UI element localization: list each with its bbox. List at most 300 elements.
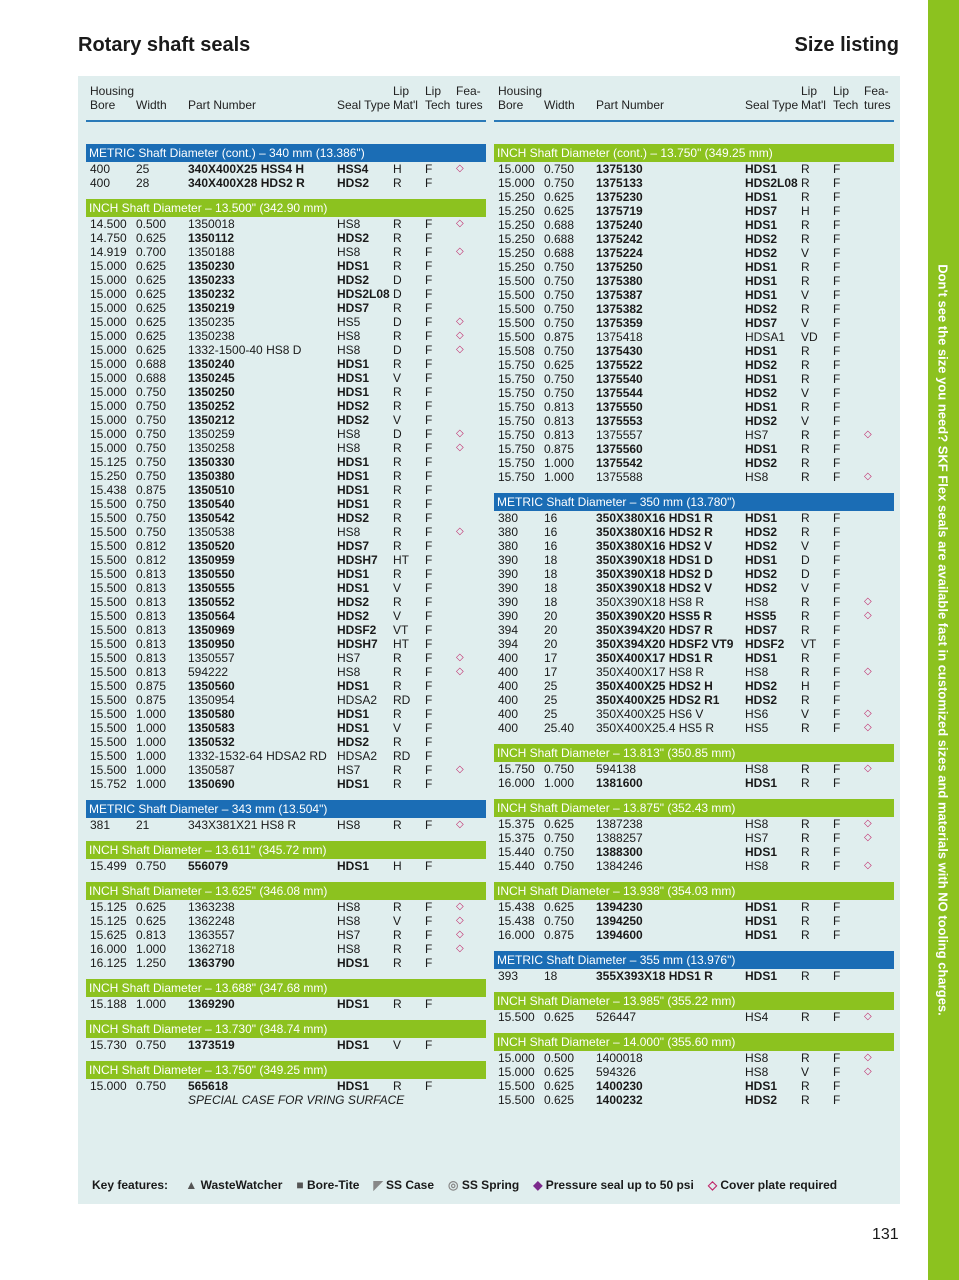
lip-material-cell: RD xyxy=(393,749,411,763)
table-row xyxy=(494,330,894,344)
lip-tech-cell: F xyxy=(425,818,433,832)
table-row xyxy=(494,204,894,218)
lip-material-cell: R xyxy=(393,942,402,956)
seal-type-cell: HDS1 xyxy=(337,1079,370,1093)
section-header: METRIC Shaft Diameter – 350 mm (13.780") xyxy=(494,493,894,511)
seal-type-cell: HDS2 xyxy=(745,414,778,428)
bore-cell: 380 xyxy=(498,525,519,539)
width-cell: 0.625 xyxy=(136,343,167,357)
width-cell: 0.813 xyxy=(136,623,167,637)
lip-tech-cell: F xyxy=(833,218,841,232)
width-cell: 1.000 xyxy=(136,942,167,956)
bore-cell: 15.500 xyxy=(90,511,127,525)
seal-type-cell: HDS1 xyxy=(337,455,370,469)
width-cell: 0.813 xyxy=(136,595,167,609)
part-number-cell: 1350232 xyxy=(188,287,235,301)
table-row xyxy=(494,511,894,525)
seal-type-cell: HDS1 xyxy=(745,372,778,386)
lip-tech-cell: F xyxy=(425,245,433,259)
table-row xyxy=(86,301,486,315)
bore-cell: 15.500 xyxy=(90,609,127,623)
part-number-cell: 1350552 xyxy=(188,595,235,609)
table-row xyxy=(494,762,894,776)
lip-tech-cell: F xyxy=(833,232,841,246)
width-cell: 0.750 xyxy=(136,455,167,469)
part-number-cell: 1375250 xyxy=(596,260,643,274)
features-cell: ◇ xyxy=(864,471,872,482)
bore-cell: 400 xyxy=(498,693,519,707)
lip-material-cell: R xyxy=(393,665,402,679)
lip-tech-cell: F xyxy=(425,749,433,763)
lip-material-cell: R xyxy=(393,997,402,1011)
table-row xyxy=(494,302,894,316)
seal-type-cell: HDSA2 xyxy=(337,749,378,763)
width-cell: 0.750 xyxy=(544,162,575,176)
bore-cell: 15.500 xyxy=(90,693,127,707)
seal-type-cell: HDS1 xyxy=(745,190,778,204)
lip-tech-cell: F xyxy=(833,456,841,470)
bore-cell: 400 xyxy=(498,665,519,679)
seal-type-cell: HDS1 xyxy=(745,288,778,302)
features-cell: ◇ xyxy=(864,596,872,607)
part-number-cell: 1350330 xyxy=(188,455,235,469)
key-item-label: Bore-Tite xyxy=(306,1178,360,1192)
bore-cell: 390 xyxy=(498,609,519,623)
lip-material-cell: R xyxy=(801,1010,810,1024)
lip-tech-cell: F xyxy=(425,928,433,942)
width-cell: 20 xyxy=(544,623,558,637)
seal-type-cell: HDS2L08 xyxy=(745,176,798,190)
table-row xyxy=(494,232,894,246)
seal-type-cell: HDS1 xyxy=(745,218,778,232)
bore-cell: 15.000 xyxy=(90,301,127,315)
lip-material-cell: D xyxy=(801,553,810,567)
features-cell: ◇ xyxy=(456,246,464,257)
table-row xyxy=(494,679,894,693)
lip-material-cell: R xyxy=(393,259,402,273)
bore-cell: 400 xyxy=(90,162,111,176)
seal-type-cell: HDS1 xyxy=(745,442,778,456)
seal-type-cell: HDS7 xyxy=(745,316,778,330)
lip-tech-cell: F xyxy=(833,372,841,386)
lip-material-cell: VT xyxy=(801,637,817,651)
part-number-cell: 1375133 xyxy=(596,176,643,190)
lip-tech-cell: F xyxy=(833,609,841,623)
width-cell: 0.813 xyxy=(544,428,575,442)
seal-type-cell: HDS1 xyxy=(337,567,370,581)
table-row xyxy=(494,553,894,567)
part-number-cell: 565618 xyxy=(188,1079,229,1093)
lip-material-cell: RD xyxy=(393,693,411,707)
seal-type-cell: HDS1 xyxy=(337,956,370,970)
lip-material-cell: VT xyxy=(393,623,409,637)
width-cell: 1.000 xyxy=(136,707,167,721)
bore-cell: 15.188 xyxy=(90,997,127,1011)
lip-material-cell: V xyxy=(801,1065,810,1079)
lip-tech-cell: F xyxy=(833,330,841,344)
lip-material-cell: R xyxy=(393,497,402,511)
lip-tech-cell: F xyxy=(833,721,841,735)
width-cell: 0.625 xyxy=(136,900,167,914)
lip-material-cell: V xyxy=(393,413,402,427)
key-symbol-icon: ◆ xyxy=(533,1178,546,1192)
lip-tech-cell: F xyxy=(833,1010,841,1024)
part-number-cell: 594138 xyxy=(596,762,637,776)
width-cell: 0.688 xyxy=(544,246,575,260)
seal-type-cell: HS8 xyxy=(337,245,361,259)
features-cell: ◇ xyxy=(456,943,464,954)
lip-material-cell: V xyxy=(801,246,810,260)
bore-cell: 15.250 xyxy=(498,232,535,246)
part-number-cell: 594222 xyxy=(188,665,229,679)
table-row xyxy=(86,329,486,343)
table-row xyxy=(494,900,894,914)
section-header: INCH Shaft Diameter – 13.688" (347.68 mm) xyxy=(86,979,486,997)
width-cell: 0.750 xyxy=(544,316,575,330)
part-number-cell: 1350230 xyxy=(188,259,235,273)
bore-cell: 15.750 xyxy=(498,470,535,484)
table-row xyxy=(494,595,894,609)
lip-material-cell: R xyxy=(801,358,810,372)
lip-tech-cell: F xyxy=(833,679,841,693)
width-cell: 18 xyxy=(544,595,558,609)
section-header: INCH Shaft Diameter – 13.500" (342.90 mm) xyxy=(86,199,486,217)
bore-cell: 15.000 xyxy=(498,1051,535,1065)
shaft-diameter-section xyxy=(86,800,486,832)
width-cell: 0.875 xyxy=(544,928,575,942)
key-item-label: SS Case xyxy=(386,1178,435,1192)
section-header: INCH Shaft Diameter – 13.985" (355.22 mm) xyxy=(494,992,894,1010)
width-cell: 0.750 xyxy=(136,427,167,441)
table-row xyxy=(494,414,894,428)
lip-material-cell: R xyxy=(801,232,810,246)
seal-type-cell: HDSF2 xyxy=(745,637,785,651)
seal-type-cell: HS7 xyxy=(745,428,769,442)
width-cell: 25 xyxy=(544,693,558,707)
seal-type-cell: HDS1 xyxy=(745,162,778,176)
part-number-cell: 1363238 xyxy=(188,900,235,914)
bore-cell: 15.500 xyxy=(90,707,127,721)
lip-material-cell: R xyxy=(801,914,810,928)
part-number-cell: 1375387 xyxy=(596,288,643,302)
seal-type-cell: HDS1 xyxy=(745,928,778,942)
bore-cell: 16.125 xyxy=(90,956,127,970)
bore-cell: 15.000 xyxy=(90,287,127,301)
part-number-cell: 350X390X18 HDS1 D xyxy=(596,553,713,567)
table-row xyxy=(494,1093,894,1107)
seal-type-cell: HDSA1 xyxy=(745,330,786,344)
lip-material-cell: R xyxy=(393,217,402,231)
seal-type-cell: HDS1 xyxy=(745,969,778,983)
bore-cell: 380 xyxy=(498,539,519,553)
lip-material-cell: R xyxy=(393,567,402,581)
width-cell: 0.625 xyxy=(136,287,167,301)
table-row xyxy=(86,427,486,441)
bore-cell: 390 xyxy=(498,595,519,609)
lip-tech-cell: F xyxy=(833,190,841,204)
section-header: INCH Shaft Diameter – 13.813" (350.85 mm) xyxy=(494,744,894,762)
features-cell: ◇ xyxy=(456,316,464,327)
part-number-cell: 1350540 xyxy=(188,497,235,511)
part-number-cell: 1373519 xyxy=(188,1038,235,1052)
part-number-cell: 350X380X16 HDS1 R xyxy=(596,511,713,525)
seal-type-cell: HS8 xyxy=(337,441,361,455)
seal-type-cell: HDS2 xyxy=(337,511,370,525)
lip-material-cell: R xyxy=(801,274,810,288)
bore-cell: 15.500 xyxy=(90,595,127,609)
bore-cell: 15.000 xyxy=(90,441,127,455)
seal-type-cell: HS8 xyxy=(337,665,361,679)
table-row xyxy=(494,260,894,274)
lip-material-cell: R xyxy=(801,525,810,539)
width-cell: 0.813 xyxy=(136,665,167,679)
shaft-diameter-section xyxy=(86,979,486,1011)
width-cell: 17 xyxy=(544,651,558,665)
part-number-cell: 1387238 xyxy=(596,817,643,831)
seal-type-cell: HDS2 xyxy=(745,386,778,400)
lip-material-cell: V xyxy=(801,316,810,330)
bore-cell: 15.000 xyxy=(90,343,127,357)
width-cell: 0.750 xyxy=(544,762,575,776)
features-cell: ◇ xyxy=(864,832,872,843)
seal-type-cell: HDS7 xyxy=(337,539,370,553)
width-cell: 0.500 xyxy=(136,217,167,231)
bore-cell: 15.000 xyxy=(498,162,535,176)
seal-type-cell: HS8 xyxy=(337,900,361,914)
bore-cell: 15.000 xyxy=(90,371,127,385)
section-header: INCH Shaft Diameter – 13.730" (348.74 mm) xyxy=(86,1020,486,1038)
lip-material-cell: V xyxy=(801,539,810,553)
column-header xyxy=(494,84,894,122)
width-cell: 0.625 xyxy=(544,1093,575,1107)
bore-cell: 15.750 xyxy=(498,428,535,442)
width-cell: 0.625 xyxy=(136,259,167,273)
shaft-diameter-section xyxy=(86,1020,486,1052)
lip-tech-cell: F xyxy=(425,301,433,315)
part-number-cell: 1350252 xyxy=(188,399,235,413)
header-seal-type: Seal Type xyxy=(745,98,799,112)
part-number-cell: 1375242 xyxy=(596,232,643,246)
bore-cell: 15.500 xyxy=(90,651,127,665)
lip-material-cell: R xyxy=(393,399,402,413)
bore-cell: 15.500 xyxy=(90,623,127,637)
lip-tech-cell: F xyxy=(425,997,433,1011)
key-item xyxy=(296,1178,359,1192)
seal-type-cell: HDS7 xyxy=(745,204,778,218)
table-row xyxy=(86,651,486,665)
seal-type-cell: HDS1 xyxy=(337,777,370,791)
bore-cell: 390 xyxy=(498,553,519,567)
lip-tech-cell: F xyxy=(425,455,433,469)
features-cell: ◇ xyxy=(456,344,464,355)
seal-type-cell: HDS1 xyxy=(745,845,778,859)
lip-tech-cell: F xyxy=(833,595,841,609)
table-row xyxy=(86,859,486,873)
width-cell: 20 xyxy=(544,637,558,651)
table-row xyxy=(86,273,486,287)
part-number-cell: 350X400X25 HDS2 R1 xyxy=(596,693,720,707)
lip-tech-cell: F xyxy=(425,441,433,455)
lip-tech-cell: F xyxy=(833,567,841,581)
width-cell: 0.625 xyxy=(544,204,575,218)
bore-cell: 15.750 xyxy=(498,456,535,470)
width-cell: 0.750 xyxy=(544,372,575,386)
width-cell: 1.000 xyxy=(136,749,167,763)
table-row xyxy=(494,1065,894,1079)
lip-material-cell: R xyxy=(801,651,810,665)
bore-cell: 15.500 xyxy=(498,288,535,302)
width-cell: 18 xyxy=(544,553,558,567)
lip-material-cell: R xyxy=(801,511,810,525)
seal-type-cell: HS5 xyxy=(337,315,361,329)
part-number-cell: 350X394X20 HDS7 R xyxy=(596,623,713,637)
lip-material-cell: R xyxy=(393,1079,402,1093)
part-number-cell: 1350520 xyxy=(188,539,235,553)
key-items xyxy=(185,1178,851,1192)
bore-cell: 15.730 xyxy=(90,1038,127,1052)
part-number-cell: 1362248 xyxy=(188,914,235,928)
width-cell: 1.250 xyxy=(136,956,167,970)
part-number-cell: 1350235 xyxy=(188,315,235,329)
section-header: METRIC Shaft Diameter – 355 mm (13.976") xyxy=(494,951,894,969)
header-material: Mat'l xyxy=(801,98,826,112)
bore-cell: 15.500 xyxy=(90,735,127,749)
lip-tech-cell: F xyxy=(833,400,841,414)
part-number-cell: 1375719 xyxy=(596,204,643,218)
table-row xyxy=(494,914,894,928)
bore-cell: 15.500 xyxy=(90,553,127,567)
lip-tech-cell: F xyxy=(833,623,841,637)
table-row xyxy=(86,497,486,511)
table-row xyxy=(494,358,894,372)
bore-cell: 15.500 xyxy=(90,539,127,553)
lip-material-cell: R xyxy=(393,539,402,553)
table-row xyxy=(494,845,894,859)
bore-cell: 16.000 xyxy=(90,942,127,956)
seal-type-cell: HS8 xyxy=(337,942,361,956)
part-number-cell: 1394600 xyxy=(596,928,643,942)
table-row xyxy=(86,956,486,970)
width-cell: 0.625 xyxy=(136,914,167,928)
table-row xyxy=(86,176,486,190)
section-note: SPECIAL CASE FOR VRING SURFACE xyxy=(188,1093,405,1107)
seal-type-cell: HDS1 xyxy=(337,357,370,371)
width-cell: 0.750 xyxy=(544,914,575,928)
lip-material-cell: R xyxy=(393,956,402,970)
seal-type-cell: HDS1 xyxy=(745,344,778,358)
bore-cell: 15.750 xyxy=(498,372,535,386)
seal-type-cell: HS8 xyxy=(745,665,769,679)
part-number-cell: 1375560 xyxy=(596,442,643,456)
part-number-cell: 1362718 xyxy=(188,942,235,956)
width-cell: 21 xyxy=(136,818,150,832)
lip-material-cell: R xyxy=(393,176,402,190)
lip-material-cell: H xyxy=(393,859,402,873)
seal-type-cell: HDS2L08 xyxy=(337,287,390,301)
lip-tech-cell: F xyxy=(833,776,841,790)
bore-cell: 15.500 xyxy=(90,497,127,511)
lip-material-cell: D xyxy=(393,427,402,441)
seal-type-cell: HDS1 xyxy=(337,469,370,483)
lip-tech-cell: F xyxy=(425,665,433,679)
part-number-cell: 1350510 xyxy=(188,483,235,497)
seal-type-cell: HDS1 xyxy=(745,511,778,525)
table-row xyxy=(494,1051,894,1065)
lip-material-cell: HT xyxy=(393,637,409,651)
table-row xyxy=(494,274,894,288)
bore-cell: 15.500 xyxy=(498,1093,535,1107)
lip-tech-cell: F xyxy=(425,357,433,371)
table-row xyxy=(86,525,486,539)
width-cell: 0.813 xyxy=(136,567,167,581)
seal-type-cell: HS4 xyxy=(745,1010,769,1024)
lip-tech-cell: F xyxy=(833,581,841,595)
part-number-cell: 1350969 xyxy=(188,623,235,637)
bore-cell: 15.000 xyxy=(90,413,127,427)
bore-cell: 15.000 xyxy=(90,427,127,441)
lip-tech-cell: F xyxy=(833,914,841,928)
lip-tech-cell: F xyxy=(833,344,841,358)
bore-cell: 15.750 xyxy=(498,414,535,428)
part-number-cell: 1350212 xyxy=(188,413,235,427)
lip-tech-cell: F xyxy=(425,413,433,427)
shaft-diameter-section xyxy=(86,882,486,970)
bore-cell: 400 xyxy=(498,679,519,693)
features-cell: ◇ xyxy=(456,428,464,439)
bore-cell: 15.500 xyxy=(498,316,535,330)
bore-cell: 15.250 xyxy=(498,260,535,274)
shaft-diameter-section xyxy=(494,744,894,790)
part-number-cell: 1350532 xyxy=(188,735,235,749)
bore-cell: 15.750 xyxy=(498,400,535,414)
part-number-cell: 1381600 xyxy=(596,776,643,790)
seal-type-cell: HDSA2 xyxy=(337,693,378,707)
seal-type-cell: HDS1 xyxy=(745,900,778,914)
width-cell: 0.750 xyxy=(136,859,167,873)
section-header: INCH Shaft Diameter – 13.750" (349.25 mm) xyxy=(86,1061,486,1079)
seal-type-cell: HDS2 xyxy=(745,581,778,595)
header-width: Width xyxy=(136,98,167,112)
key-item xyxy=(533,1178,694,1192)
lip-tech-cell: F xyxy=(425,539,433,553)
width-cell: 0.625 xyxy=(136,329,167,343)
bore-cell: 15.000 xyxy=(90,273,127,287)
seal-type-cell: HDS1 xyxy=(337,259,370,273)
seal-type-cell: HDS1 xyxy=(337,707,370,721)
part-number-cell: 1375542 xyxy=(596,456,643,470)
seal-type-cell: HDS1 xyxy=(745,553,778,567)
part-number-cell: 350X390X18 HDS2 D xyxy=(596,567,713,581)
key-features-label: Key features: xyxy=(92,1178,169,1192)
lip-tech-cell: F xyxy=(833,845,841,859)
lip-material-cell: V xyxy=(393,1038,402,1052)
bore-cell: 15.375 xyxy=(498,831,535,845)
header-lip: Lip xyxy=(393,84,410,98)
table-row xyxy=(86,343,486,357)
part-number-cell: 526447 xyxy=(596,1010,637,1024)
table-row xyxy=(86,997,486,1011)
lip-material-cell: V xyxy=(801,414,810,428)
bore-cell: 393 xyxy=(498,969,519,983)
seal-type-cell: HS8 xyxy=(337,343,361,357)
table-row xyxy=(494,190,894,204)
shaft-diameter-section xyxy=(86,199,486,791)
part-number-cell: 1375382 xyxy=(596,302,643,316)
header-housing: Housing xyxy=(498,84,543,98)
table-row xyxy=(86,231,486,245)
features-cell: ◇ xyxy=(864,610,872,621)
width-cell: 0.750 xyxy=(136,1079,167,1093)
